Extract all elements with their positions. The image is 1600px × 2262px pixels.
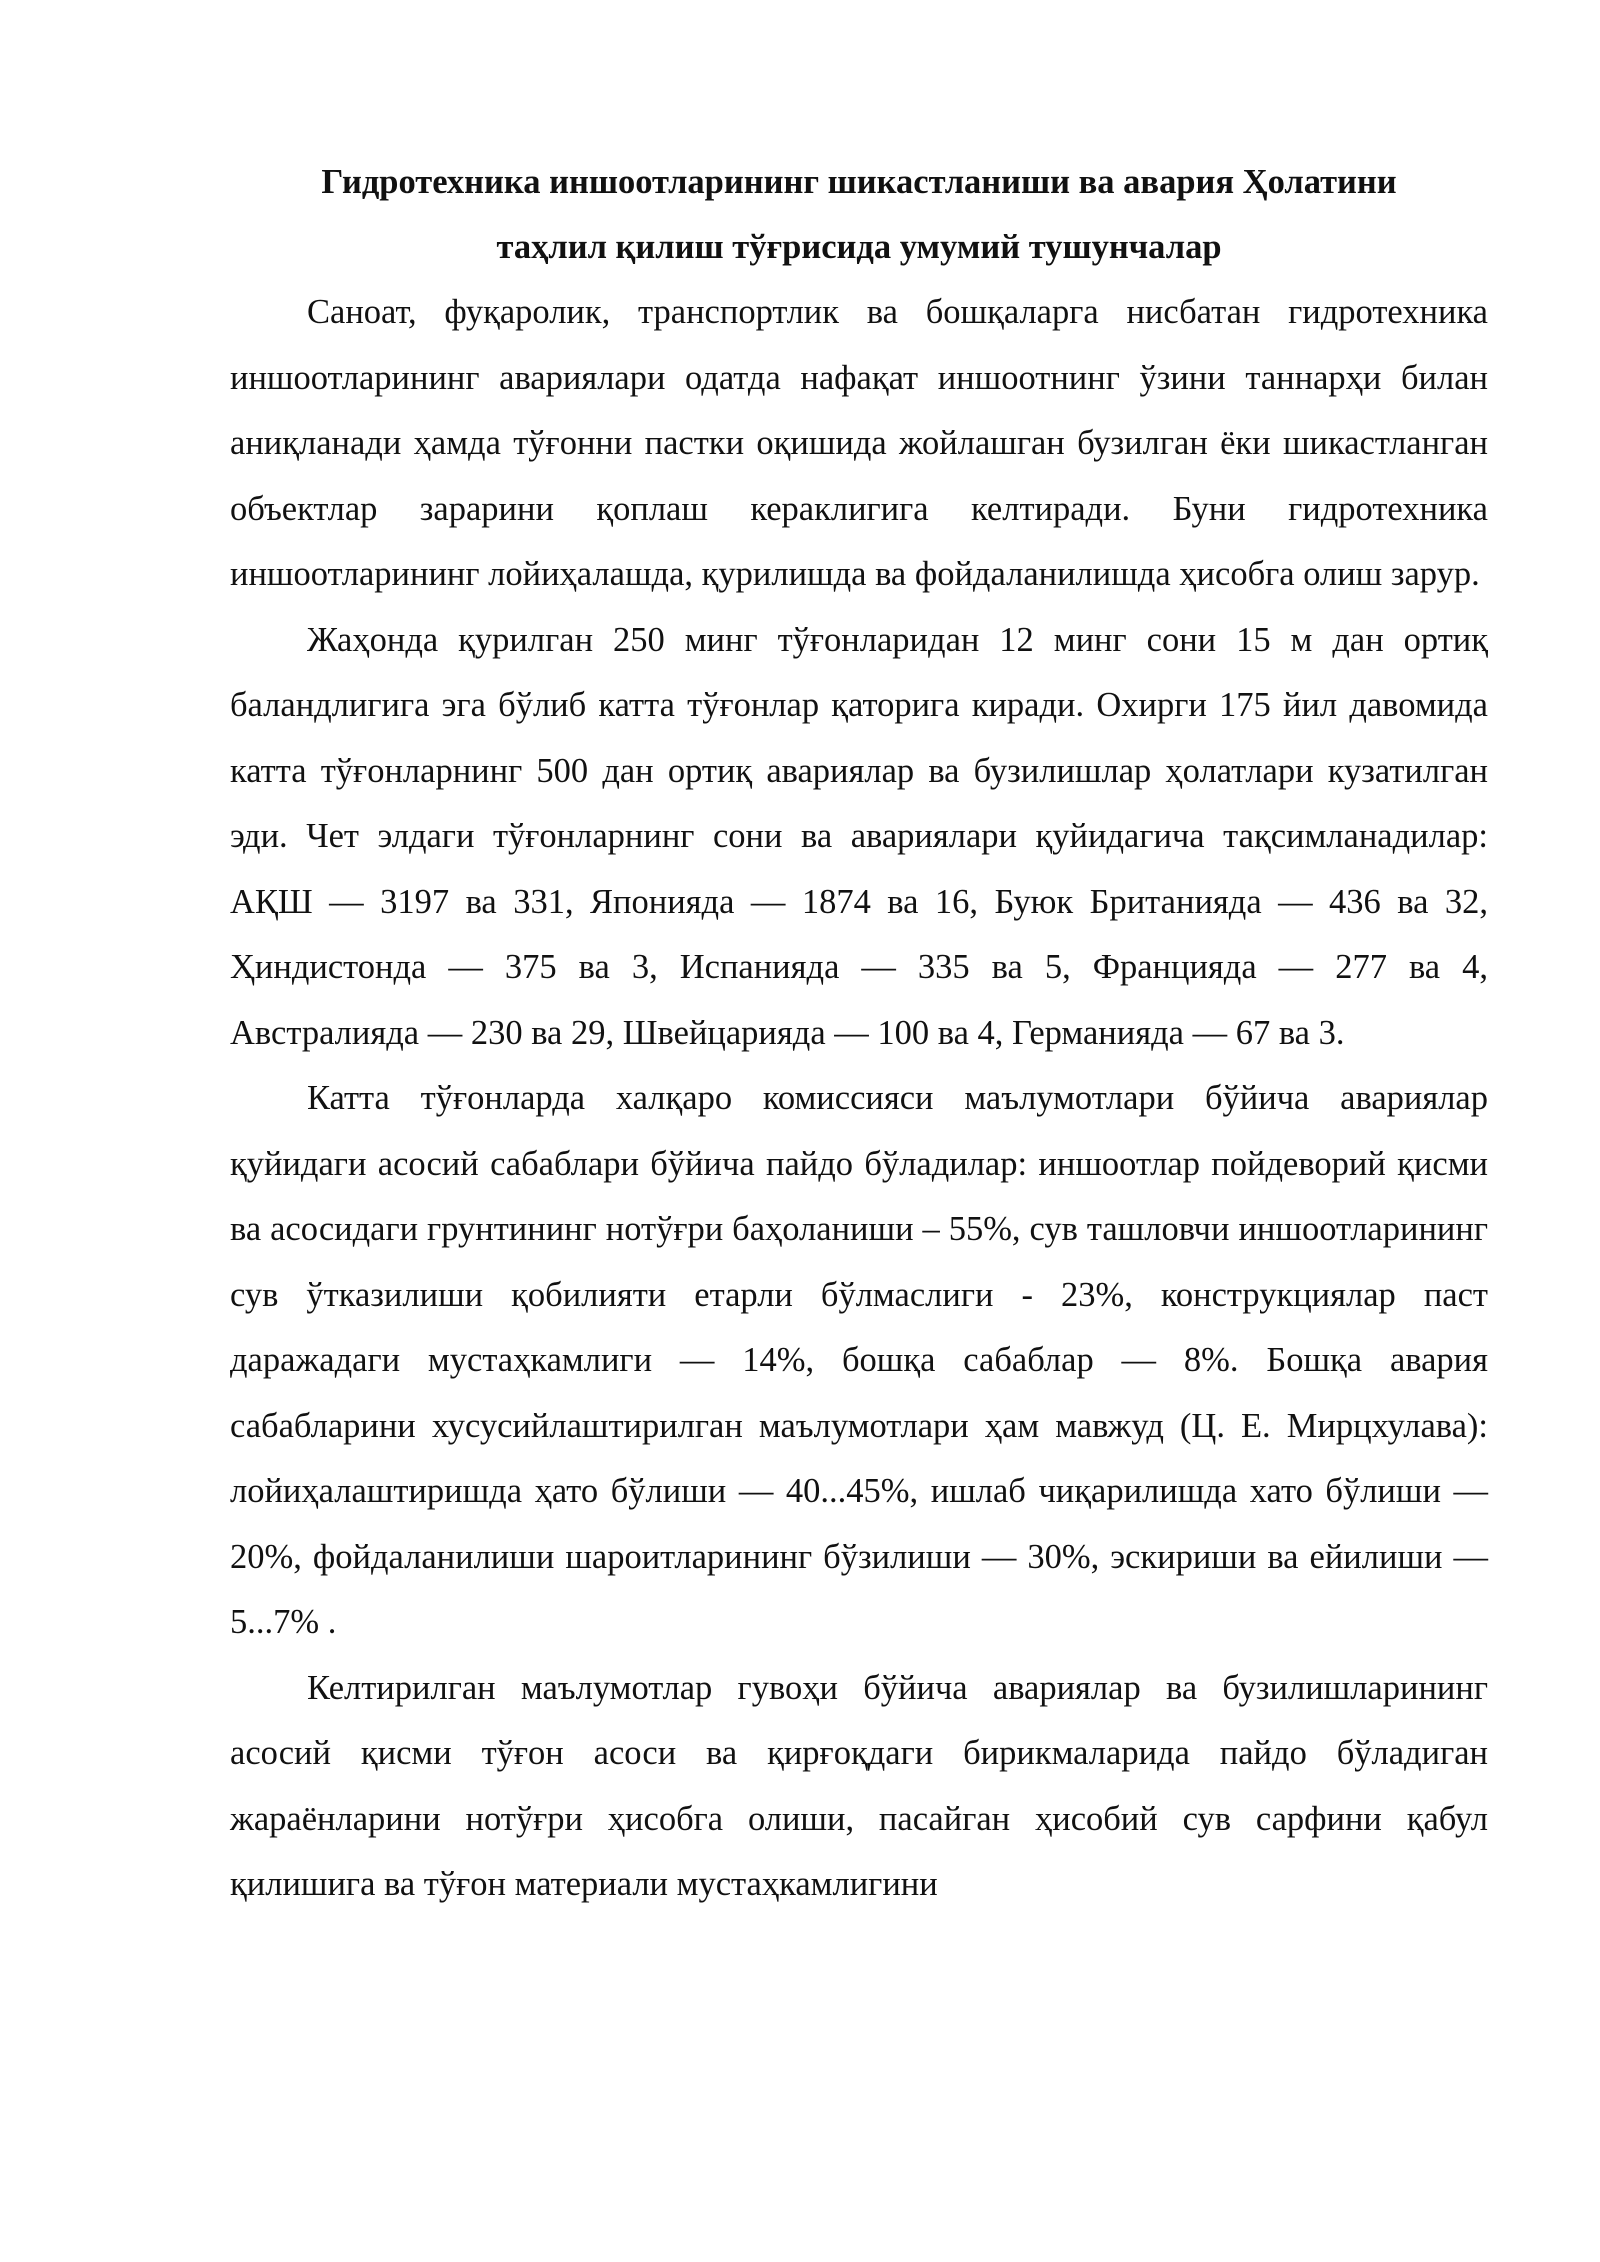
paragraph-intro: Саноат, фуқаролик, транспортлик ва бошқаларга нисбатан гидротехника иншоотларининг авариялари одатда нафақат иншоотнинг ўзини таннарҳи билан аниқланади ҳамда тўғонни пастки оқишида жойлашган бузилган ёки шикастланган объектлар зарарини қоплаш кераклигига келтиради. Буни гидротехника иншоотларининг лойиҳалашда, қурилишда ва фойдаланилишда ҳисобга олиш зарур. [230,293,1488,593]
paragraph-dam-statistics: Жаҳонда қурилган 250 минг тўғонларидан 12 минг сони 15 м дан ортиқ баландлигига эга бўлиб катта тўғонлар қаторига киради. Охирги 175 йил давомида катта тўғонларнинг 500 дан ортиқ авариялар ва бузилишлар ҳолатлари кузатилган эди. Чет элдаги тўғонларнинг сони ва авариялари қуйидагича тақсимланадилар: АҚШ — 3197 ва 331, Японияда — 1874 ва 16, Буюк Британияда — 436 ва 32, Ҳиндистонда — 375 ва 3, Испанияда — 335 ва 5, Францияда — 277 ва 4, Австралияда — 230 ва 29, Швейцарияда — 100 ва 4, Германияда — 67 ва 3. [230,620,1488,1052]
document-title [230,150,1488,280]
title-line-2: таҳлил қилиш тўғрисида умумий тушунчалар [496,228,1222,266]
document-body [230,150,1488,1918]
paragraph-conclusion: Келтирилган маълумотлар гувоҳи бўйича авариялар ва бузилишларининг асосий қисми тўғон асоси ва қирғоқдаги бирикмаларида пайдо бўладиган жараёнларини нотўғри ҳисобга олиши, пасайган ҳисобий сув сарфини қабул қилишига ва тўғон материали мустаҳкамлигини [230,1668,1488,1903]
title-line-1: Гидротехника иншоотларининг шикастланиши ва авария Ҳолатини [321,163,1397,201]
paragraph-accident-causes: Катта тўғонларда халқаро комиссияси маълумотлари бўйича авариялар қуйидаги асосий сабаблари бўйича пайдо бўладилар: иншоотлар пойдеворий қисми ва асосидаги грунтининг нотўғри баҳоланиши – 55%, сув ташловчи иншоотларининг сув ўтказилиши қобилияти етарли бўлмаслиги - 23%, конструкциялар паст даражадаги мустаҳкамлиги — 14%, бошқа сабаблар — 8%. Бошқа авария сабабларини хусусийлаштирилган маълумотлари ҳам мавжуд (Ц. Е. Мирцхулава): лойиҳалаштиришда ҳато бўлиши — 40...45%, ишлаб чиқарилишда хато бўлиши — 20%, фойдаланилиши шароитларининг бўзилиши — 30%, эскириши ва ейилиши — 5...7% . [230,1079,1488,1641]
